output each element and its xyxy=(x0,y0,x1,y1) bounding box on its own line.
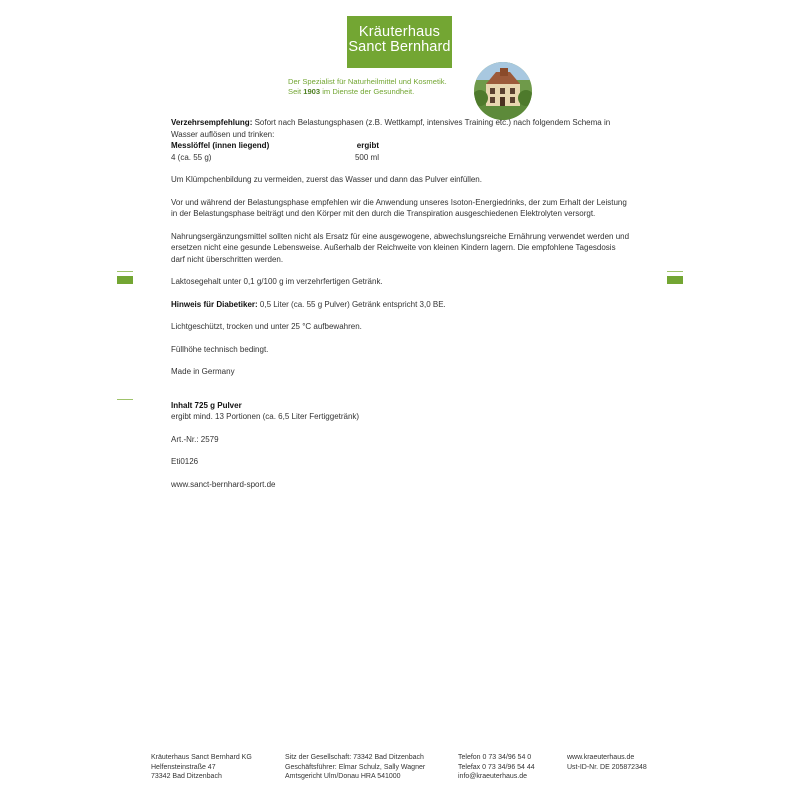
footer-contact xyxy=(458,753,535,782)
contents-label: Inhalt 725 g Pulver xyxy=(171,400,242,410)
footer-line: 73342 Bad Ditzenbach xyxy=(151,773,222,780)
usage-block xyxy=(171,117,631,140)
footer-line: Kräuterhaus Sanct Bernhard KG xyxy=(151,754,252,761)
para-made: Made in Germany xyxy=(171,367,235,376)
diabetic-note xyxy=(171,299,631,311)
usage-text: Sofort nach Belastungsphasen (z.B. Wettkampf, intensives Training etc.) nach folgendem Schema in Wasser auflösen und trinken: xyxy=(171,118,611,139)
tagline-suffix: im Dienste der Gesundheit. xyxy=(322,87,415,96)
footer-line: Amtsgericht Ulm/Donau HRA 541000 xyxy=(285,773,401,780)
para-supplement: Nahrungsergänzungsmittel sollten nicht als Ersatz für eine ausgewogene, abwechslungsreiche Ernährung verwendet werden und ersetzen nicht eine gesunde Lebensweise. Außerhalb der Reichweite von kleinen Kindern lagern. Die empfohlene Tagesdosis darf nicht überschritten werden. xyxy=(171,231,630,264)
logo-line2: Sanct Bernhard xyxy=(348,39,451,55)
tagline-line1: Der Spezialist für Naturheilmittel und Kosmetik. xyxy=(288,77,447,86)
left-fold-rule xyxy=(117,271,133,272)
table-head-right: ergibt xyxy=(356,141,379,150)
diabetic-text: 0,5 Liter (ca. 55 g Pulver) Getränk entspricht 3,0 BE. xyxy=(257,299,446,309)
footer-phone: Telefon 0 73 34/96 54 0 xyxy=(458,754,532,761)
usage-label: Verzehrsempfehlung: xyxy=(171,118,253,127)
right-fold-mark xyxy=(667,276,683,284)
para-during: Vor und während der Belastungsphase empfehlen wir die Anwendung unseres Isoton-Energiedrinks, der zum Erhalt der Leistung in der Belastungsphase beiträgt und den Körper mit den durch die Transpiration ausgeschiedenen Elektrolyten versorgt. xyxy=(171,197,627,218)
tagline-line2 xyxy=(288,87,478,97)
footer-email[interactable]: info@kraeuterhaus.de xyxy=(458,773,527,780)
tagline-prefix: Seit xyxy=(288,87,302,96)
footer-vat: Ust-ID-Nr. DE 205872348 xyxy=(567,763,647,771)
product-text xyxy=(171,117,631,501)
footer-legal xyxy=(285,753,425,782)
article-number: Art.-Nr.: 2579 xyxy=(171,434,219,444)
tagline-year: 1903 xyxy=(303,87,321,96)
left-fold-mark xyxy=(117,276,133,284)
eti-code: Eti0126 xyxy=(171,457,199,466)
para-fill: Füllhöhe technisch bedingt. xyxy=(171,344,269,354)
dosage-table xyxy=(171,140,631,163)
footer-web xyxy=(567,753,647,772)
footer-company xyxy=(151,753,252,782)
footer-line: Sitz der Gesellschaft: 73342 Bad Ditzenbach xyxy=(285,754,424,761)
building-photo xyxy=(474,62,532,120)
para-lactose: Laktosegehalt unter 0,1 g/100 g im verzehrfertigen Getränk. xyxy=(171,277,383,286)
website-link[interactable]: www.sanct-bernhard-sport.de xyxy=(171,479,276,489)
left-cut-rule xyxy=(117,399,133,400)
right-fold-rule xyxy=(667,271,683,272)
footer-fax: Telefax 0 73 34/96 54 44 xyxy=(458,763,535,771)
contents-text: ergibt mind. 13 Portionen (ca. 6,5 Liter Fertiggetränk) xyxy=(171,412,360,421)
para-clumps: Um Klümpchenbildung zu vermeiden, zuerst das Wasser und dann das Pulver einfüllen. xyxy=(171,175,482,184)
table-row-left: 4 (ca. 55 g) xyxy=(171,152,212,162)
brand-logo xyxy=(347,16,452,68)
logo-line1: Kräuterhaus xyxy=(358,24,441,40)
footer-website[interactable]: www.kraeuterhaus.de xyxy=(567,754,635,761)
para-storage: Lichtgeschützt, trocken und unter 25 °C aufbewahren. xyxy=(171,322,362,331)
footer-line: Helfensteinstraße 47 xyxy=(151,763,216,771)
table-row-right: 500 ml xyxy=(354,152,379,162)
tagline xyxy=(288,77,478,97)
table-head-left: Messlöffel (innen liegend) xyxy=(171,141,270,150)
footer-line: Geschäftsführer: Elmar Schulz, Sally Wagner xyxy=(285,763,426,771)
diabetic-label: Hinweis für Diabetiker: xyxy=(171,299,258,309)
